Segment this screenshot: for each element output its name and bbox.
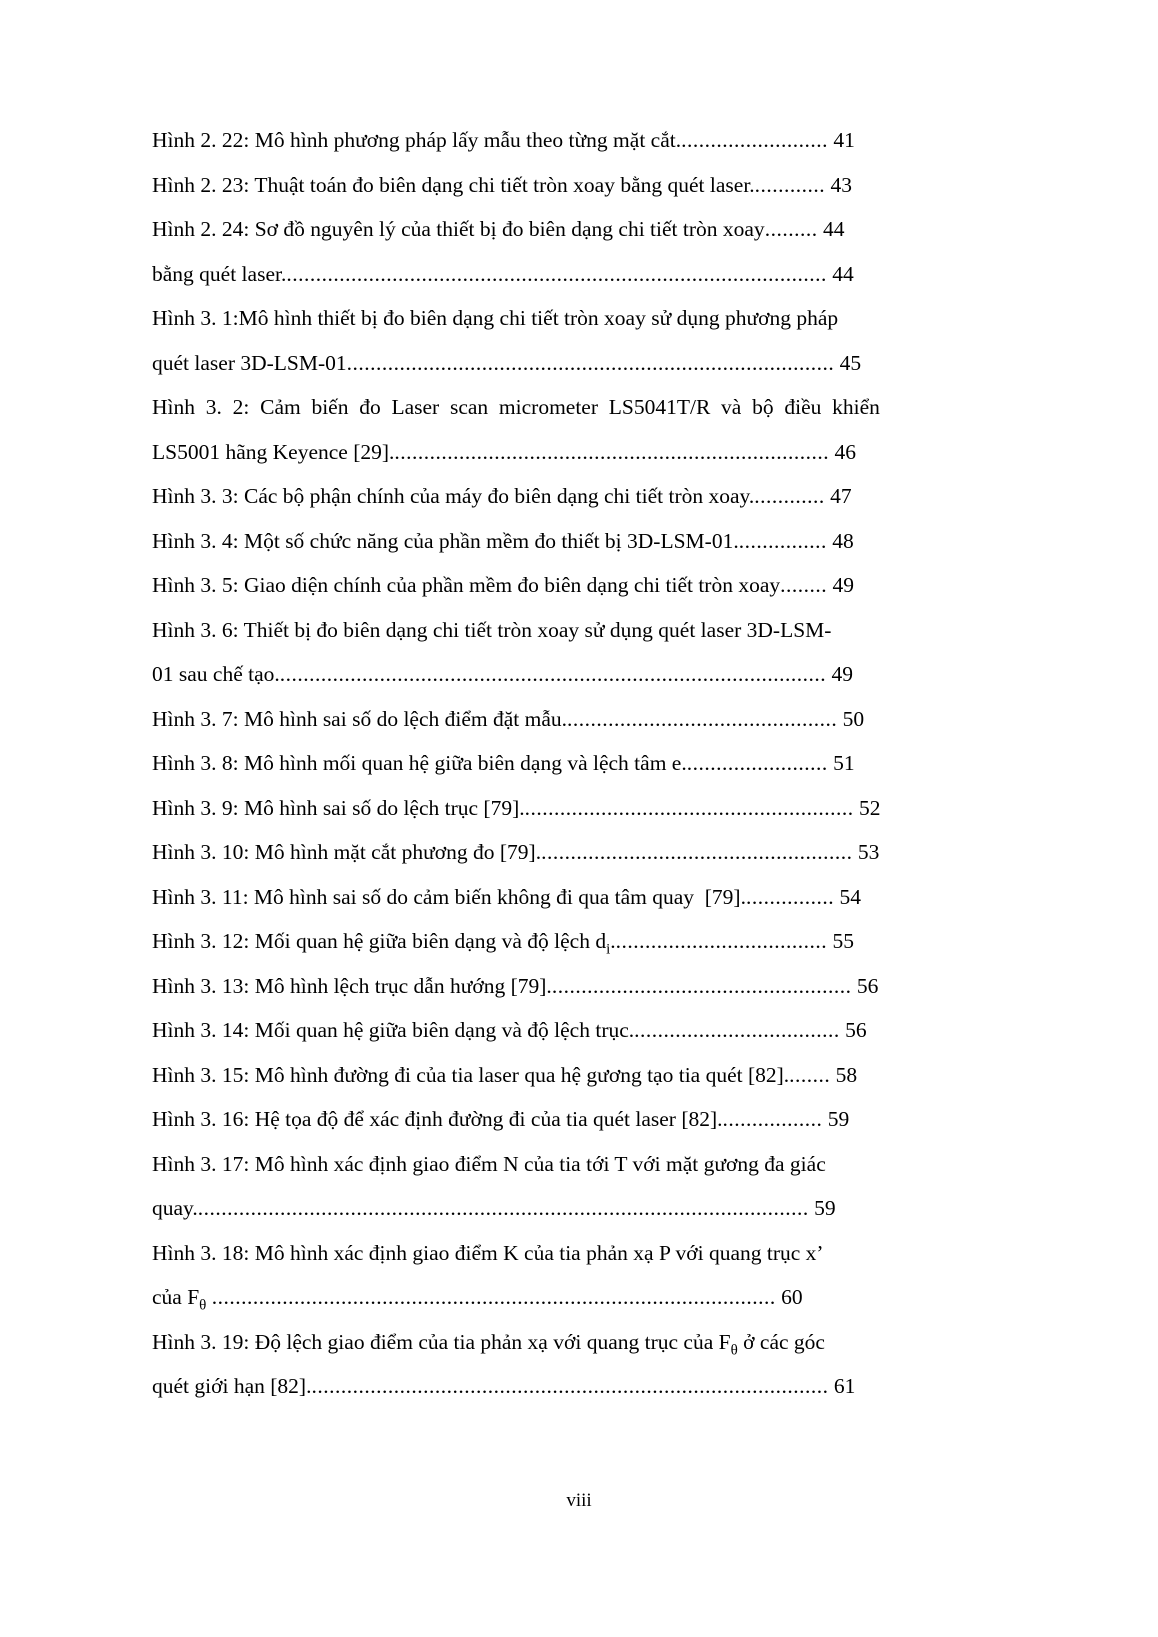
toc-leader-dots: ........................ (686, 751, 828, 775)
toc-leader-dots: ................................... (634, 1018, 840, 1042)
toc-entry-label: quét giới hạn [82]. (152, 1374, 312, 1398)
toc-page-number: 53 (857, 840, 880, 864)
toc-entry[interactable] (152, 563, 998, 608)
toc-leader-dots: ....... (789, 1062, 831, 1087)
toc-leader-dots: ............................................................................................ (286, 261, 827, 286)
toc-entry[interactable] (152, 207, 998, 252)
toc-page-number: 43 (830, 172, 853, 197)
toc-leader-dots: ............... (738, 528, 827, 553)
toc-entry-label-tail: . (610, 929, 616, 953)
toc-page-number: 56 (845, 1018, 867, 1042)
toc-entry-label: Hình 3. 17: Mô hình xác định giao điểm N của tia tới T với mặt gương đa giác (152, 1151, 826, 1176)
toc-entry-subscript: i (606, 941, 611, 958)
toc-entry[interactable] (152, 652, 998, 697)
toc-page-number: 44 (822, 217, 845, 241)
toc-leader-dots: ................................................... (551, 973, 852, 998)
toc-entry[interactable] (152, 1008, 998, 1053)
toc-entry-label: Hình 3. 8: Mô hình mối quan hệ giữa biên dạng và lệch tâm e. (152, 751, 687, 775)
toc-entry-label: quét laser 3D-LSM-01 (152, 350, 347, 375)
toc-entry-label: Hình 3. 15: Mô hình đường đi của tia laser qua hệ gương tạo tia quét [82]. (152, 1062, 790, 1087)
toc-entry[interactable] (152, 385, 998, 430)
toc-entry-label: Hình 3. 3: Các bộ phận chính của máy đo biên dạng chi tiết tròn xoay. (152, 484, 755, 508)
toc-entry[interactable] (152, 830, 998, 875)
toc-leader-dots: ............... (745, 884, 835, 909)
toc-entry-label: Hình 3. 14: Mối quan hệ giữa biên dạng và độ lệch trục. (152, 1018, 635, 1042)
toc-leader-dots: ..................................................... (541, 840, 853, 864)
toc-leader-dots: .......................................................................... (394, 439, 830, 464)
toc-entry[interactable] (152, 1097, 998, 1142)
toc-entry-label: Hình 3. 11: Mô hình sai số do cảm biến không đi qua tâm quay [79]. (152, 884, 746, 909)
toc-entry-label: Hình 3. 5: Giao diện chính của phần mềm đo biên dạng chi tiết tròn xoay (152, 573, 781, 597)
toc-page-number: 52 (859, 795, 881, 820)
toc-entry[interactable] (152, 608, 998, 653)
toc-entry-label: Hình 3. 4: Một số chức năng của phần mềm đo thiết bị 3D-LSM-01. (152, 528, 739, 553)
toc-page-number: 55 (832, 929, 855, 953)
toc-entry-label: LS5001 hãng Keyence [29]. (152, 439, 395, 464)
page-number-folio: viii (566, 1490, 592, 1511)
toc-entry-label: Hình 3. 1:Mô hình thiết bị đo biên dạng chi tiết tròn xoay sử dụng phương pháp (152, 306, 839, 330)
toc-page-number: 47 (830, 484, 852, 508)
table-of-contents-figures (152, 118, 998, 1409)
toc-entry[interactable] (152, 519, 998, 564)
toc-page-number: 59 (814, 1196, 836, 1220)
toc-entry-label: Hình 2. 22: Mô hình phương pháp lấy mẫu theo từng mặt cắt. (152, 128, 682, 152)
toc-entry-label: Hình 2. 23: Thuật toán đo biên dạng chi tiết tròn xoay bằng quét laser. (152, 172, 755, 197)
toc-leader-dots: ........ (780, 573, 828, 597)
toc-leader-dots: ......................... (681, 128, 828, 152)
toc-page-number: 46 (834, 439, 857, 464)
toc-leader-dots: ................................................................................... (346, 350, 835, 375)
toc-entry-label: của F (152, 1285, 200, 1309)
toc-page-number: 51 (833, 751, 855, 775)
toc-entry[interactable] (152, 1053, 998, 1098)
toc-entry-label: Hình 3. 16: Hệ tọa độ để xác định đường đi của tia quét laser [82]. (152, 1107, 723, 1131)
toc-entry-label: Hình 3. 6: Thiết bị đo biên dạng chi tiết tròn xoay sử dụng quét laser 3D-LSM- (152, 617, 832, 642)
toc-page-number: 48 (832, 528, 854, 553)
toc-leader-dots: ................................................................................................ (211, 1285, 776, 1309)
toc-leader-dots: .................................... (615, 929, 828, 953)
toc-entry[interactable] (152, 252, 998, 297)
toc-entry-label: Hình 3. 7: Mô hình sai số do lệch điểm đặt mẫu. (152, 706, 568, 731)
toc-leader-dots: .............................................. (567, 706, 838, 731)
toc-entry-subscript: θ (730, 1341, 738, 1358)
toc-page-number: 61 (833, 1374, 856, 1398)
toc-leader-dots: ......... (764, 217, 818, 241)
toc-page-number: 54 (839, 884, 861, 909)
toc-entry[interactable] (152, 741, 998, 786)
toc-page-number: 56 (856, 973, 879, 998)
toc-entry-label: Hình 3. 12: Mối quan hệ giữa biên dạng và độ lệch d (152, 929, 607, 953)
toc-page-number: 49 (831, 662, 854, 686)
toc-entry[interactable] (152, 1320, 998, 1365)
toc-entry[interactable] (152, 474, 998, 519)
toc-entry-label: Hình 3. 18: Mô hình xác định giao điểm K của tia phản xạ P với quang trục x’ (152, 1240, 824, 1265)
toc-entry[interactable] (152, 118, 998, 163)
toc-entry[interactable] (152, 430, 998, 475)
toc-entry[interactable] (152, 1364, 998, 1409)
toc-entry-label-tail: ở các góc (737, 1329, 825, 1354)
toc-leader-dots: ........................................................................................ (311, 1374, 829, 1398)
toc-entry-label: Hình 3. 9: Mô hình sai số do lệch trục [79]. (152, 795, 525, 820)
toc-entry-label: Hình 2. 24: Sơ đồ nguyên lý của thiết bị đo biên dạng chi tiết tròn xoay (152, 217, 765, 241)
toc-leader-dots: ........................................................ (524, 795, 854, 820)
toc-page-number: 41 (833, 128, 855, 152)
toc-entry[interactable] (152, 1142, 998, 1187)
toc-leader-dots: ............ (754, 484, 825, 508)
toc-page-number: 50 (842, 706, 865, 731)
toc-entry[interactable] (152, 1275, 998, 1320)
toc-entry[interactable] (152, 296, 998, 341)
toc-leader-dots: ............................................................................................. (279, 662, 827, 686)
toc-entry[interactable] (152, 919, 998, 964)
toc-entry-label: 01 sau chế tạo. (152, 662, 280, 686)
toc-leader-dots: ............ (754, 172, 826, 197)
toc-entry-label: Hình 3. 10: Mô hình mặt cắt phương đo [79]. (152, 840, 542, 864)
toc-entry-subscript: θ (199, 1297, 207, 1314)
toc-entry[interactable] (152, 786, 998, 831)
toc-entry[interactable] (152, 1231, 998, 1276)
toc-entry-label: bằng quét laser. (152, 261, 287, 286)
toc-entry[interactable] (152, 964, 998, 1009)
toc-entry[interactable] (152, 875, 998, 920)
toc-page-number: 49 (832, 573, 855, 597)
toc-entry-label: Hình 3. 2: Cảm biến đo Laser scan micrometer LS5041T/R và bộ điều khiển (152, 395, 880, 419)
toc-entry[interactable] (152, 341, 998, 386)
toc-entry[interactable] (152, 1186, 998, 1231)
toc-page-number: 44 (832, 261, 854, 286)
toc-entry-label: quay. (152, 1196, 198, 1220)
toc-leader-dots: ........................................................................................................ (197, 1196, 809, 1220)
toc-entry[interactable] (152, 163, 998, 208)
toc-page-number: 45 (839, 350, 862, 375)
toc-page-number: 59 (827, 1107, 850, 1131)
toc-entry-label: Hình 3. 19: Độ lệch giao điểm của tia phản xạ với quang trục của F (152, 1329, 731, 1354)
toc-leader-dots: ................. (722, 1107, 823, 1131)
toc-entry-label: Hình 3. 13: Mô hình lệch trục dẫn hướng [79]. (152, 973, 552, 998)
toc-page-number: 60 (781, 1285, 803, 1309)
toc-entry[interactable] (152, 697, 998, 742)
toc-page-number: 58 (835, 1062, 858, 1087)
